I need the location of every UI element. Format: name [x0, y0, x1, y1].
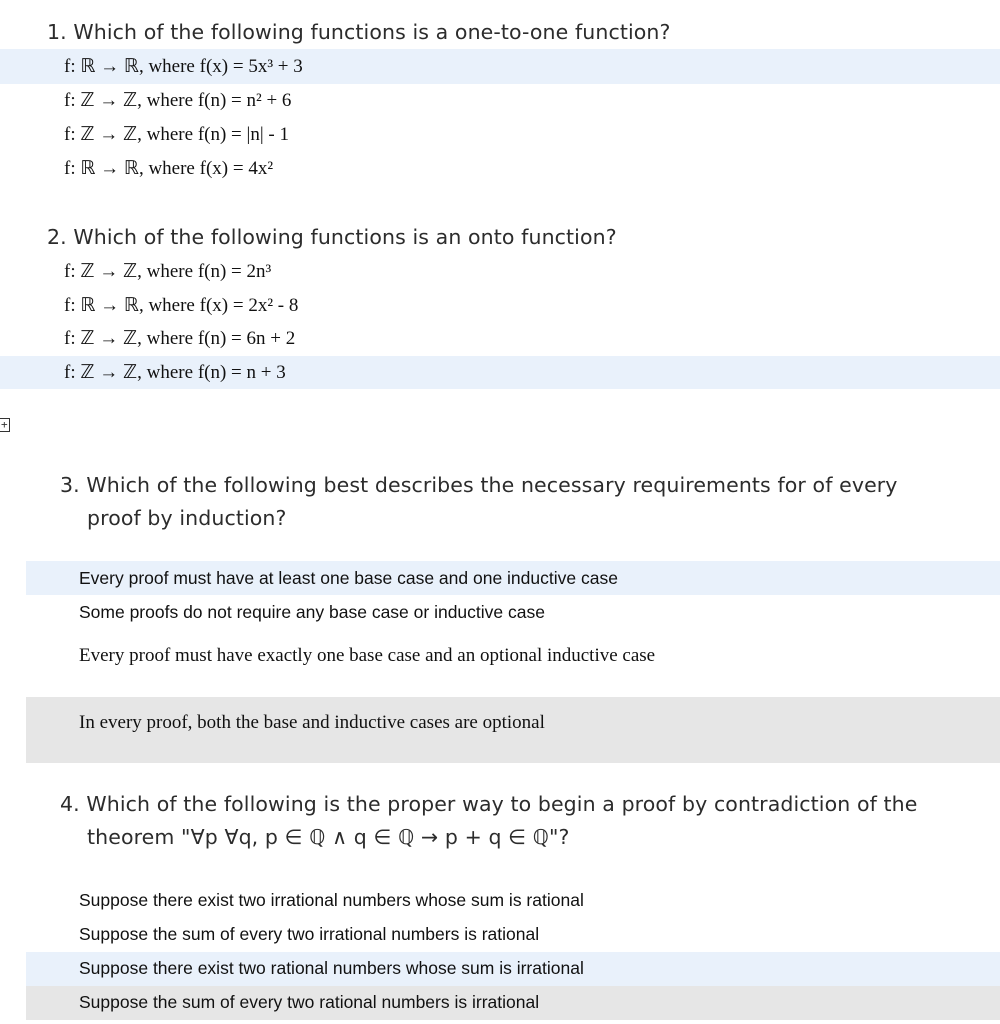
question-1-option-1[interactable]: f: ℝ → ℝ, where f(x) = 5x³ + 3	[0, 49, 1000, 84]
question-3-title-line2: proof by induction?	[87, 506, 287, 530]
question-1-option-4[interactable]: f: ℝ → ℝ, where f(x) = 4x²	[64, 158, 274, 179]
question-1-option-3[interactable]: f: ℤ → ℤ, where f(n) = |n| - 1	[64, 124, 289, 145]
question-2-option-4[interactable]: f: ℤ → ℤ, where f(n) = n + 3	[0, 356, 1000, 389]
expand-marker-icon[interactable]: +	[0, 418, 10, 432]
question-4-title-line2: theorem "∀p ∀q, p ∈ ℚ ∧ q ∈ ℚ → p + q ∈ ℚ"?	[87, 825, 570, 849]
question-4-title-line1: 4. Which of the following is the proper way to begin a proof by contradiction of the	[60, 792, 918, 816]
question-4-option-1[interactable]: Suppose there exist two irrational numbers whose sum is rational	[79, 890, 584, 910]
question-2-option-3[interactable]: f: ℤ → ℤ, where f(n) = 6n + 2	[64, 328, 296, 349]
question-3-title	[60, 473, 898, 530]
question-3-option-1[interactable]: Every proof must have at least one base case and one inductive case	[26, 561, 1000, 595]
question-3-option-2[interactable]: Some proofs do not require any base case or inductive case	[79, 602, 545, 622]
question-1-title: 1. Which of the following functions is a one-to-one function?	[47, 20, 671, 44]
question-2-title: 2. Which of the following functions is an onto function?	[47, 225, 617, 249]
question-4-option-3[interactable]: Suppose there exist two rational numbers whose sum is irrational	[26, 952, 1000, 986]
question-4-option-2[interactable]: Suppose the sum of every two irrational numbers is rational	[79, 924, 540, 944]
question-2-option-1[interactable]: f: ℤ → ℤ, where f(n) = 2n³	[64, 261, 272, 282]
question-4-title	[60, 792, 917, 849]
question-1-option-2[interactable]: f: ℤ → ℤ, where f(n) = n² + 6	[64, 90, 292, 111]
question-2-option-2[interactable]: f: ℝ → ℝ, where f(x) = 2x² - 8	[64, 295, 299, 316]
question-3-option-3[interactable]: Every proof must have exactly one base case and an optional inductive case	[79, 645, 656, 666]
question-3-option-4[interactable]: In every proof, both the base and inductive cases are optional	[26, 697, 1000, 763]
question-3-title-line1: 3. Which of the following best describes the necessary requirements for of every	[60, 473, 898, 497]
question-4-option-4[interactable]: Suppose the sum of every two rational numbers is irrational	[26, 986, 1000, 1020]
